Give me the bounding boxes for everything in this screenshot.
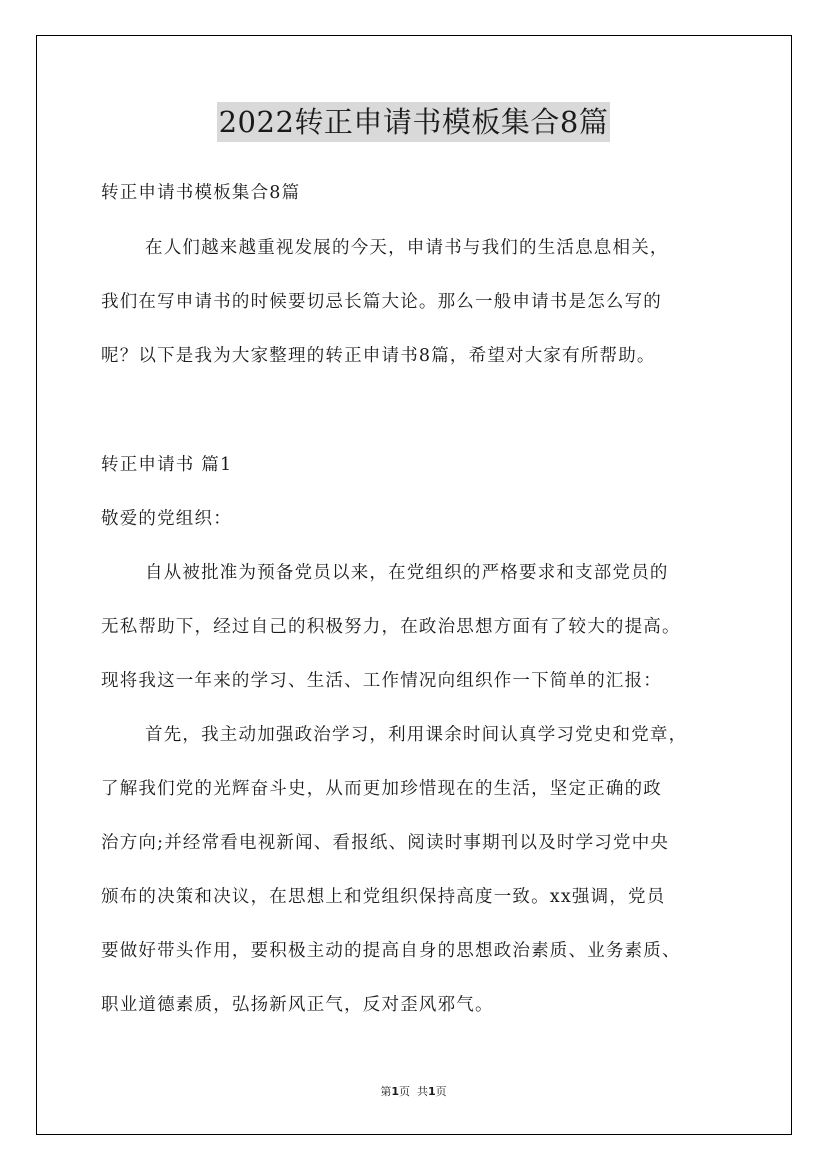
paragraph2-line-5: 要做好带头作用，要积极主动的提高自身的思想政治素质、业务素质、 [101,941,681,961]
section-heading: 转正申请书 篇1 [101,455,233,475]
page-number: 1 [391,1085,399,1098]
paragraph2-line-3: 治方向;并经常看电视新闻、看报纸、阅读时事期刊以及时学习党中央 [101,833,670,853]
title-container [0,102,827,142]
intro-line-2: 我们在写申请书的时候要切忌长篇大论。那么一般申请书是怎么写的 [101,292,662,312]
total-pages: 1 [428,1085,436,1098]
page-footer [0,1084,827,1100]
page-suffix: 页 [399,1085,410,1098]
paragraph2-line-6: 职业道德素质，弘扬新风正气，反对歪风邪气。 [101,995,494,1015]
intro-line-1: 在人们越来越重视发展的今天，申请书与我们的生活息息相关， [145,238,669,258]
paragraph1-line-3: 现将我这一年来的学习、生活、工作情况向组织作一下简单的汇报： [101,671,662,691]
paragraph2-line-2: 了解我们党的光辉奋斗史，从而更加珍惜现在的生活，坚定正确的政 [101,779,662,799]
intro-line-3: 呢？以下是我为大家整理的转正申请书8篇，希望对大家有所帮助。 [101,346,656,366]
page-prefix: 第 [380,1085,392,1098]
salutation: 敬爱的党组织： [101,509,232,529]
paragraph2-line-4: 颁布的决策和决议，在思想上和党组织保持高度一致。xx强调，党员 [101,887,666,907]
paragraph1-line-1: 自从被批准为预备党员以来，在党组织的严格要求和支部党员的 [145,563,669,583]
total-suffix: 页 [435,1085,447,1098]
document-subtitle: 转正申请书模板集合8篇 [101,183,301,203]
document-title: 2022转正申请书模板集合8篇 [217,102,611,142]
paragraph2-line-1: 首先，我主动加强政治学习，利用课余时间认真学习党史和党章， [145,725,688,745]
paragraph1-line-2: 无私帮助下，经过自己的积极努力，在政治思想方面有了较大的提高。 [101,617,681,637]
total-prefix: 共 [417,1085,428,1098]
